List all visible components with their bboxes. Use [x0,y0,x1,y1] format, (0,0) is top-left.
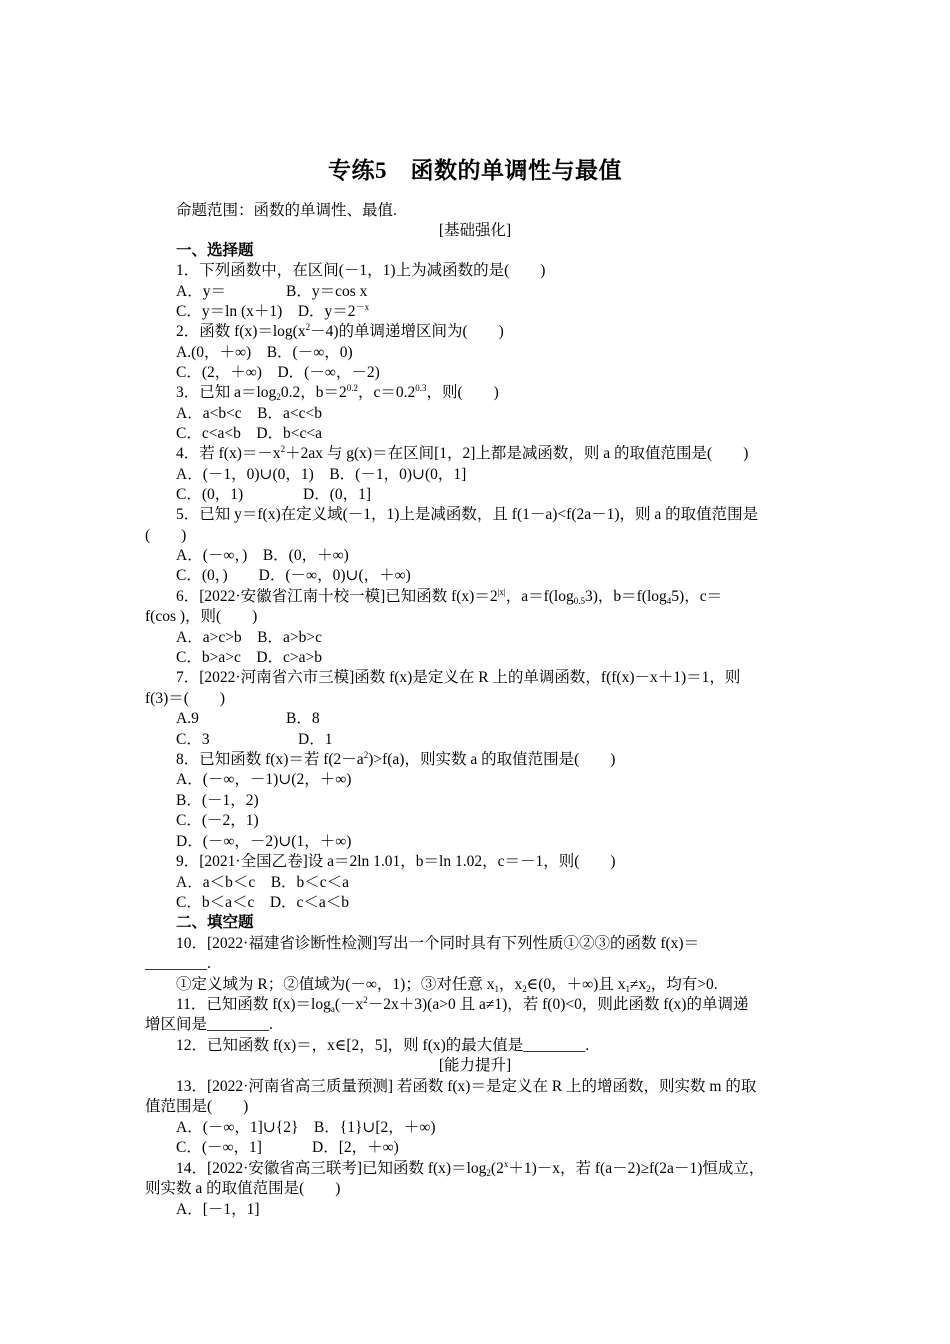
text-run: ，均有>0. [650,976,718,993]
subscript: 2 [646,984,651,994]
q8-option-c: C．(－2，1) [176,812,259,829]
text-run: (2 [490,1160,504,1177]
text-run: 14．[2022·安徽省高三联考]已知函数 f(x)＝log [176,1160,487,1177]
q14-option-a: A．[－1，1] [176,1201,260,1218]
text-run: 6．[2022·安徽省江南十校一模]已知函数 f(x)＝2 [176,588,498,605]
question-6-line-2: f(cos )，则( ) [145,608,258,625]
text-run: 0.2，b＝2 [280,384,347,401]
subscript: 1 [625,984,630,994]
section-basic-heading: [基础强化] [438,222,512,239]
q2-options-ab: A.(0，＋∞) B．(－∞，0) [176,344,353,361]
q6-options-cd: C．b>a>c D．c>a>b [176,649,323,666]
scope-line: 命题范围：函数的单调性、最值. [176,202,397,219]
text-run: ①定义域为 R；②值域为(－∞，1)；③对任意 x [176,976,495,993]
question-14-line-1 [176,1159,764,1179]
text-run: ，则( ) [426,384,499,401]
superscript: 0.2 [346,383,358,393]
question-12: 12．已知函数 f(x)＝，x∈[2，5]，则 f(x)的最大值是________. [176,1037,590,1054]
question-10-line-1: 10．[2022·福建省诊断性检测]写出一个同时具有下列性质①②③的函数 f(x)＝ [176,935,700,952]
q1-option-b: B．y＝cos x [286,283,368,300]
question-10-line-2: ________. [145,955,211,972]
text-run: )>f(a)，则实数 a 的取值范围是( ) [368,751,616,768]
question-4 [176,444,748,464]
q13-option-d: D．[2，＋∞) [312,1139,399,1156]
text-run: ＋1)－x，若 f(a－2)≥f(2a－1)恒成立， [508,1160,765,1177]
subscript: 1 [494,984,499,994]
q1-option-d: D．y＝2 [297,303,356,320]
q9-options-ab: A．a＜b＜c B．b＜c＜a [176,874,350,891]
q1-option-c: C．y＝ln (x＋1) [176,303,283,320]
text-run: 2．函数 f(x)＝log(x [176,323,306,340]
page-title: 专练5 函数的单调性与最值 [328,158,622,183]
q4-options-ab: A．(－1，0)∪(0，1) B．(－1，0)∪(0，1] [176,466,467,483]
q8-option-b: B．(－1，2) [176,792,259,809]
q4-option-c: C．(0，1) [176,486,244,503]
question-5-line-1: 5．已知 y＝f(x)在定义域(－1，1)上是减函数，且 f(1－a)<f(2a－1)，则 a 的取值范围是 [176,506,759,523]
part-fill-heading: 二、填空题 [176,914,254,931]
q3-options-cd: C．c<a<b D．b<c<a [176,425,323,442]
text-run: －4)的单调递增区间为( ) [310,323,504,340]
text-run: ，c＝0.2 [357,384,416,401]
section-advanced-heading: [能力提升] [438,1057,512,1074]
q6-options-ab: A．a>c>b B．a>b>c [176,629,323,646]
question-5-line-2: ( ) [145,527,187,544]
q9-options-cd: C．b＜a＜c D．c＜a＜b [176,894,350,911]
subscript: 2 [522,984,527,994]
superscript: |x| [497,587,506,597]
question-10-line-3 [176,975,718,995]
text-run: ＋2ax 与 g(x)＝在区间[1，2]上都是减函数，则 a 的取值范围是( ) [285,445,749,462]
q3-options-ab: A．a<b<c B．a<c<b [176,405,323,422]
text-run: (－x [334,996,364,1013]
question-2 [176,322,504,342]
q8-option-a: A．(－∞，－1)∪(2，＋∞) [176,771,352,788]
q1-option-a: A．y＝ [176,283,226,300]
superscript: x [503,1159,509,1169]
text-run: ，a＝f(log [505,588,574,605]
question-7-line-1: 7．[2022·河南省六市三模]函数 f(x)是定义在 R 上的单调函数，f(f(x)－x＋1)＝1，则 [176,669,741,686]
question-9: 9．[2021·全国乙卷]设 a＝2ln 1.01，b＝ln 1.02，c＝－1，则( ) [176,853,616,870]
superscript: 2 [363,750,369,760]
superscript: －x [355,302,370,312]
q7-option-b: B．8 [286,710,320,727]
question-1: 1．下列函数中，在区间(－1，1)上为减函数的是( ) [176,262,546,279]
q7-option-c: C．3 [176,731,210,748]
text-run: －2x＋3)(a>0 且 a≠1)，若 f(0)<0，则此函数 f(x)的单调递 [367,996,749,1013]
question-7-line-2: f(3)＝( ) [145,690,226,707]
text-run: 11．已知函数 f(x)＝log [176,996,331,1013]
text-run: 3)，b＝f(log [584,588,667,605]
text-run: 5)，c＝ [671,588,723,605]
part-choice-heading: 一、选择题 [176,242,254,259]
question-3 [176,383,499,403]
superscript: 2 [305,322,311,332]
text-run: 4．若 f(x)＝－x [176,445,281,462]
question-11-line-2: 增区间是________. [145,1016,273,1033]
question-14-line-2: 则实数 a 的取值范围是( ) [145,1180,341,1197]
question-11-line-1 [176,995,748,1015]
text-run: ，x [498,976,523,993]
question-13-line-2: 值范围是( ) [145,1098,249,1115]
q13-options-ab: A．(－∞，1]∪{2} B．{1}∪[2，＋∞) [176,1119,436,1136]
subscript: a [330,1004,335,1014]
q5-options-cd: C．(0，) D．(－∞，0)∪(，＋∞) [176,567,411,584]
text-run: 8．已知函数 f(x)＝若 f(2－a [176,751,364,768]
question-6-line-1 [176,587,722,607]
text-run: ∈(0，＋∞)且 x [526,976,626,993]
superscript: 2 [363,995,368,1005]
subscript: 2 [486,1168,491,1178]
superscript: 2 [280,444,286,454]
q7-option-d: D．1 [298,731,333,748]
subscript: 0.5 [573,596,585,606]
text-run: ≠x [629,976,647,993]
question-8 [176,750,615,770]
q7-option-a: A.9 [176,710,199,727]
question-13-line-1: 13．[2022·河南省高三质量预测] 若函数 f(x)＝是定义在 R 上的增函数，则实数 m 的取 [176,1078,757,1095]
subscript: 2 [276,392,281,402]
superscript: 0.3 [415,383,427,393]
q5-options-ab: A．(－∞，) B．(0，＋∞) [176,547,349,564]
q13-option-c: C．(－∞，1] [176,1139,262,1156]
text-run: 3．已知 a＝log [176,384,277,401]
q1-options-cd [176,302,369,322]
q2-options-cd: C．(2，＋∞) D．(－∞，－2) [176,364,380,381]
subscript: 4 [666,596,672,606]
q8-option-d: D．(－∞，－2)∪(1，＋∞) [176,833,352,850]
q4-option-d: D．(0，1] [303,486,372,503]
